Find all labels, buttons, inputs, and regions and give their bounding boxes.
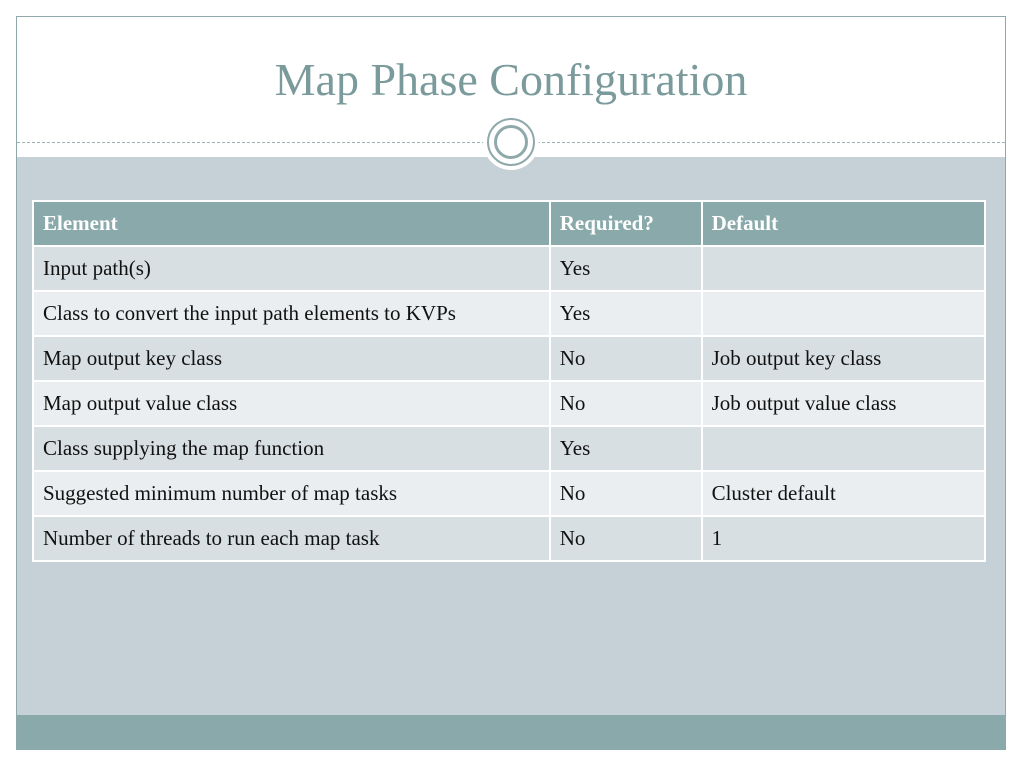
cell-required: Yes bbox=[550, 246, 702, 291]
cell-default bbox=[702, 426, 985, 471]
ornament-outer-ring bbox=[487, 118, 535, 166]
cell-element: Class to convert the input path elements to KVPs bbox=[33, 291, 550, 336]
footer-band bbox=[17, 715, 1005, 749]
cell-default bbox=[702, 246, 985, 291]
ornament-inner-ring bbox=[494, 125, 528, 159]
cell-default bbox=[702, 291, 985, 336]
table-row bbox=[33, 291, 985, 336]
cell-required: No bbox=[550, 471, 702, 516]
slide-title: Map Phase Configuration bbox=[274, 54, 748, 105]
cell-required: No bbox=[550, 516, 702, 561]
circle-ornament-icon bbox=[483, 114, 539, 170]
table-row bbox=[33, 516, 985, 561]
table-row bbox=[33, 381, 985, 426]
cell-required: Yes bbox=[550, 426, 702, 471]
table-row bbox=[33, 426, 985, 471]
cell-element: Class supplying the map function bbox=[33, 426, 550, 471]
cell-required: Yes bbox=[550, 291, 702, 336]
cell-default: Cluster default bbox=[702, 471, 985, 516]
table-row bbox=[33, 336, 985, 381]
table-header-row bbox=[33, 201, 985, 246]
table-row bbox=[33, 246, 985, 291]
cell-default: Job output key class bbox=[702, 336, 985, 381]
cell-default: Job output value class bbox=[702, 381, 985, 426]
config-table bbox=[32, 200, 986, 562]
cell-element: Map output value class bbox=[33, 381, 550, 426]
header-default: Default bbox=[702, 201, 985, 246]
cell-element: Number of threads to run each map task bbox=[33, 516, 550, 561]
cell-element: Map output key class bbox=[33, 336, 550, 381]
cell-required: No bbox=[550, 381, 702, 426]
cell-element: Input path(s) bbox=[33, 246, 550, 291]
cell-required: No bbox=[550, 336, 702, 381]
header-required: Required? bbox=[550, 201, 702, 246]
header-element: Element bbox=[33, 201, 550, 246]
cell-element: Suggested minimum number of map tasks bbox=[33, 471, 550, 516]
cell-default: 1 bbox=[702, 516, 985, 561]
table-row bbox=[33, 471, 985, 516]
slide bbox=[16, 16, 1006, 750]
